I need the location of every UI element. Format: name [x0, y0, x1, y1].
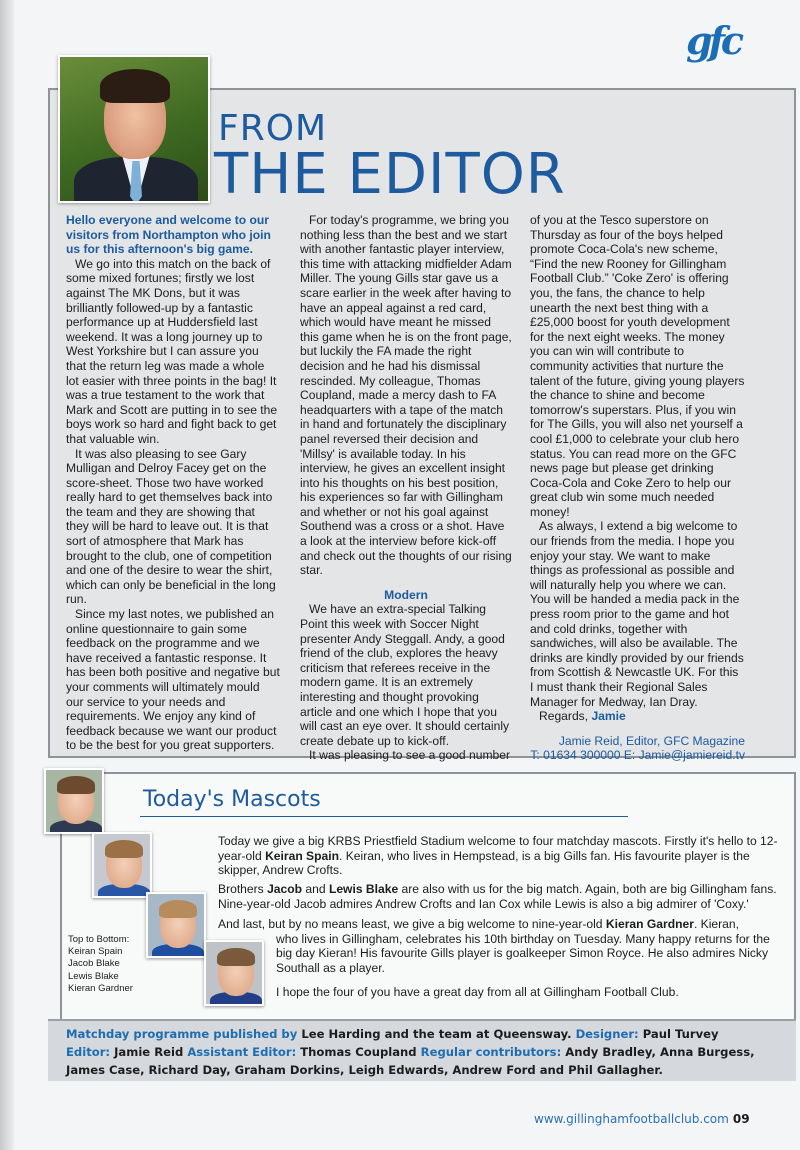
caption-name: Keiran Spain [68, 946, 123, 958]
editor-photo [58, 55, 210, 203]
page-number: 09 [732, 1112, 750, 1126]
caption-name: Kieran Gardner [68, 982, 133, 994]
credits-bar: Matchday programme published by Lee Harding and the team at Queensway. Designer: Paul Turvey Editor: Jamie Reid Assistant Editor: Thomas Coupland Regular contributors: Andy Bradley, Anna Burgess, James Case, Richard Day, Graham Dorkins, Leigh Edwards, Andrew Ford and Phil Gallagher. [48, 1019, 796, 1081]
paragraph: It was also pleasing to see Gary Mulligan and Delroy Facey get on the score-sheet. Those two have worked really hard to get themselves back into the team and they are showing that they will be hard to leave out. It is that sort of atmosphere that Mark has brought to the club, one of competition and one of the desire to wear the shirt, which can only be beneficial in the long run. [66, 446, 276, 607]
mascots-title: Today's Mascots [143, 787, 321, 812]
mascot-photo-jacob-blake [92, 832, 152, 898]
mascot-caption: Top to Bottom: Keiran Spain Jacob Blake Lewis Blake Kieran Gardner [68, 934, 158, 995]
page-gutter-shadow [0, 0, 14, 1150]
paragraph: It was pleasing to see a good number [309, 748, 511, 763]
editor-column-2 [300, 213, 512, 763]
title-the-editor: THE EDITOR [214, 142, 566, 207]
paragraph: Since my last notes, we published an online questionnaire to gain some feedback on the programme and we have received a fantastic response. It has been both positive and negative but your comments will ultimately mould our service to your needs and requirements. We enjoy any kind of feedback because we want our product to be the best for you great supporters. [66, 607, 280, 753]
paragraph: of you at the Tesco superstore on Thursday as four of the boys helped promote Coca-Cola's new scheme, “Find the new Rooney for Gillingham Football Club.” 'Coke Zero' is offering you, the fans, the chance to help unearth the next best thing with a £25,000 boost for youth development for the next eight weeks. The money you can win will contribute to community activities that nurture the talent of the future, giving young players the chance to shine and become tomorrow's superstars. Plus, if you win for The Gills, you will also net yourself a cool £1,000 to celebrate your club hero status. You can read more on the GFC news page but please get drinking Coca-Cola and Coke Zero to help our great club win some much needed money! [530, 213, 745, 519]
intro-paragraph: Hello everyone and welcome to our visitors from Northampton who join us for this afternoon's big game. [66, 213, 271, 257]
page-footer [534, 1112, 750, 1126]
footer-url[interactable]: www.gillinghamfootballclub.com [534, 1112, 729, 1126]
caption-name: Jacob Blake [68, 958, 120, 970]
signature: Jamie Reid, Editor, GFC Magazine [558, 733, 745, 748]
paragraph: We have an extra-special Talking Point this week with Soccer Night presenter Andy Steggall. Andy, a good friend of the club, explores the heavy criticism that referees receive in the modern game. It is an extremely interesting and thought provoking article and one which I hope that you will cast an eye over. It should certainly create debate up to kick-off. [300, 602, 510, 748]
regards-line: Regards, Jamie [539, 709, 626, 724]
paragraph: We go into this match on the back of some mixed fortunes; firstly we lost against The MK Dons, but it was brilliantly followed-up by a fantastic performance up at Huddersfield last weekend. It was a long journey up to West Yorkshire but I can assure you that the return leg was made a whole lot easier with three points in the bag! It was a true testament to the work that Mark and Scott are putting in to see the boys work so hard and fight back to get that valuable win. [66, 256, 278, 446]
mascot-photo-keiran-spain [44, 768, 104, 834]
title-underline [140, 816, 628, 817]
title-from: FROM [218, 108, 328, 149]
mascot-paragraph-1: Today we give a big KRBS Priestfield Stadium welcome to four matchday mascots. Firstly it's hello to 12-year-old Keiran Spain. Keiran, who lives in Hempstead, is a big Gills fan. His favourite player is the skipper, Andrew Crofts. [218, 834, 778, 878]
subheading-modern: Modern [384, 587, 428, 602]
paragraph: As always, I extend a big welcome to our friends from the media. I hope you enjoy your stay. We want to make things as professional as possible and will naturally help you where we can. You will be handed a media pack in the press room prior to the game and hot and cold drinks, together with sandwiches, will also be available. The drinks are kindly provided by our friends from Scottish & Newcastle UK. For this I must thank their Regional Sales Manager for Medway, Ian Dray. [530, 519, 744, 709]
paragraph: For today's programme, we bring you nothing less than the best and we start with another fantastic player interview, this time with attacking midfielder Adam Miller. The young Gills star gave us a scare earlier in the week after having to have an appeal against a red card, which would have meant he missed this game when he is on the front page, but luckily the FA made the right decision and he had his dismissal rescinded. My colleague, Thomas Coupland, made a mercy dash to FA headquarters with a tape of the match in hand and fortunately the disciplinary panel reversed their decision and 'Millsy' is available today. In his interview, he gives an excellent insight into his thoughts on his best position, his experiences so far with Gillingham and whether or not his goal against Southend was a cross or a shot. Have a look at the interview before kick-off and check out the thoughts of our rising star. [300, 213, 512, 578]
mascot-paragraph-3: And last, but by no means least, we give a big welcome to nine-year-old Kieran Gardner. Kieran, who lives in Gillingham, celebrates his 10th birthday on Tuesday. Many happy returns for the big day Kieran! His favourite Gills player is goalkeeper Simon Royce. He also admires Nicky Southall as a player. [218, 917, 770, 975]
mascot-paragraph-2: Brothers Jacob and Lewis Blake are also with us for the big match. Again, both are big Gillingham fans. Nine-year-old Jacob admires Andrew Crofts and Ian Cox while Lewis is also a big admirer of 'Coxy.' [218, 882, 777, 911]
gfc-logo: gfc [686, 18, 741, 63]
editor-column-1 [66, 213, 280, 753]
contact-details: T: 01634 300000 E: Jamie@jamiereid.tv [530, 748, 745, 763]
caption-name: Lewis Blake [68, 970, 119, 982]
editor-column-3 [530, 213, 745, 763]
mascot-paragraph-4: I hope the four of you have a great day from all at Gillingham Football Club. [276, 985, 679, 999]
